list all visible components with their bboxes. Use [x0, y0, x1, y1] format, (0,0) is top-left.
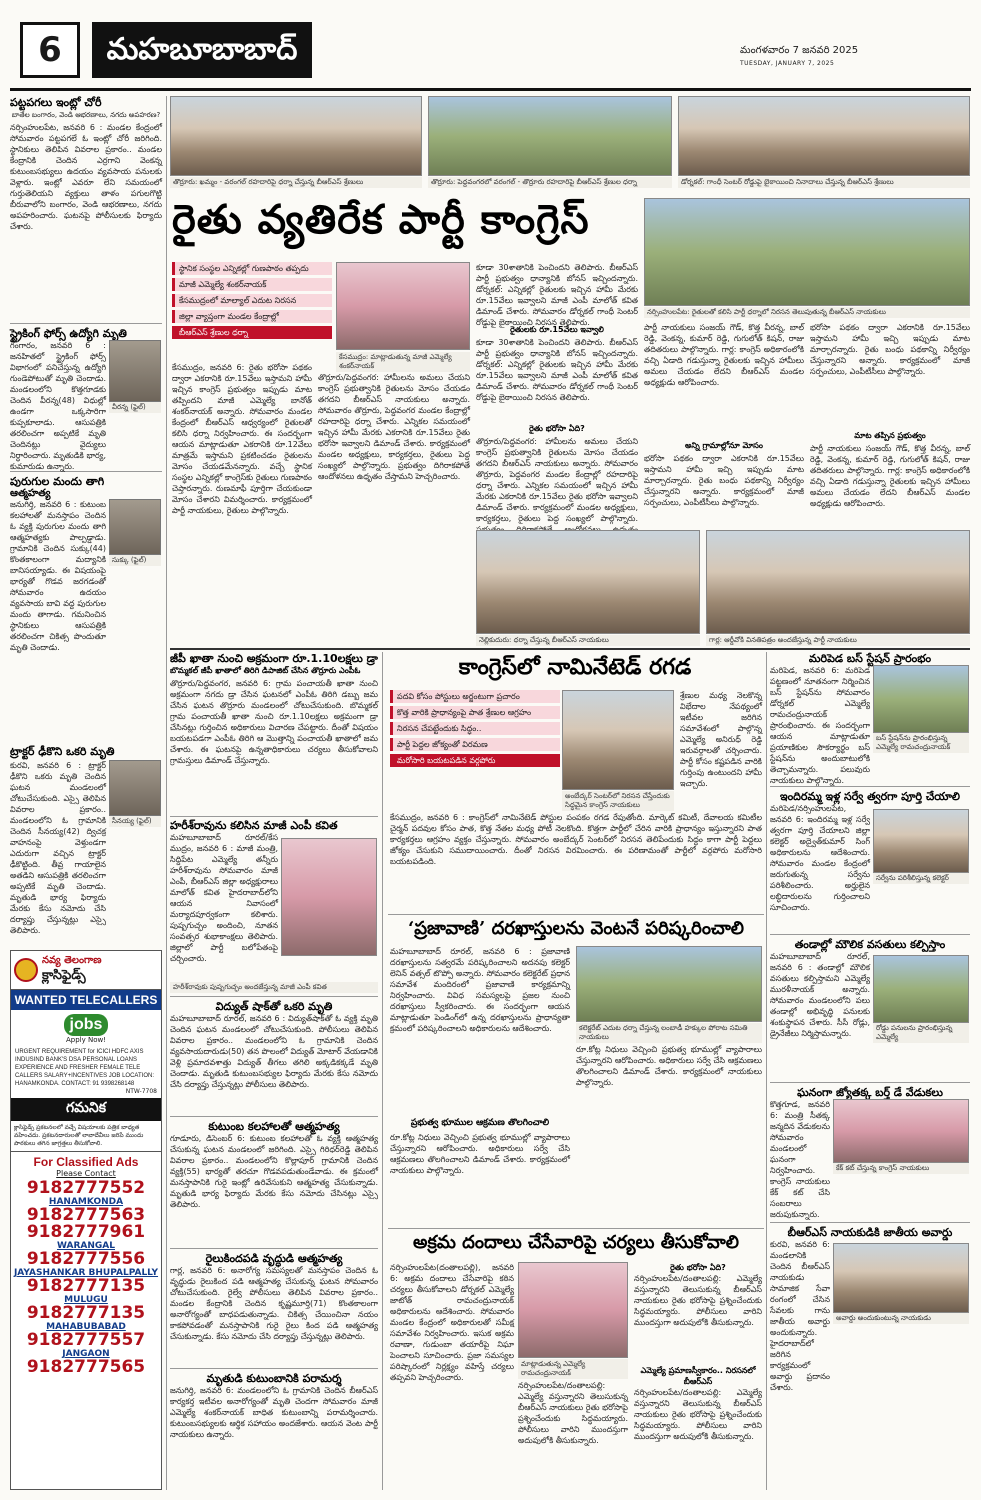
story-n-caption: అవార్డు అందుకుంటున్న నాయకుడు	[833, 1313, 969, 1324]
story2-body: గంగారం, జనవరి 6 : జనహితలో స్ట్రైకింగ్ ఫోర్స్ విభాగంలో పనిచేస్తున్న ఉద్యోగి గుండెపోటుతో మృతి చెందాడు. మండలంలోని కొత్తగూడకు చెందిన వీరన్న(48) విధుల్లో ఉండగా ఒక్కసారిగా కుప్పకూలాడు. ఆసుపత్రికి తరలించగా అప్పటికే మృతి చెందినట్లు వైద్యులు నిర్ధారించారు. మృతుడికి భార్య, కుమారుడు ఉన్నారు.	[10, 341, 106, 471]
story-m-body: కొత్తగూడ, జనవరి 6: మంత్రి సీతక్క జన్మదిన వేడుకలను సోమవారం మండలంలో ఘనంగా నిర్వహించారు. కాంగ్రెస్ నాయకులు కేక్ కట్ చేసి సంబరాలు జరుపుకున్నారు.	[770, 1100, 830, 1219]
lead-bullet: బీఆర్ఎస్ శ్రేణుల ధర్నా	[172, 326, 332, 339]
contact-city: MULUGU	[64, 1295, 108, 1305]
lead-subhead: రైతు భరోసా ఏది?	[529, 424, 585, 433]
story-l-caption: రోడ్డు పనులను ప్రారంభిస్తున్న ఎమ్మెల్యే	[873, 1023, 969, 1043]
story4	[10, 745, 162, 945]
story-d-body: గూడూరు, డిసెంబర్ 6: కుటుంబ కలహాలతో ఓ వ్యక్తి ఆత్మహత్య చేసుకున్న ఘటన మండలంలో జరిగింది. ఎస్సై గిరిధర్‌రెడ్డి తెలిపిన వివరాల ప్రకారం.. మండలంలోని కొల్లాపూర్ గ్రామానికి చెందిన వ్యక్తి(55) భార్యతో తరచూ గొడవపడుతుండేవాడు. ఈ క్రమంలో మనస్తాపానికి గురై ఇంట్లో ఉరివేసుకుని ఆత్మహత్య చేసుకున్నాడు. మృతుడి భార్య ఫిర్యాదు మేరకు కేసు నమోదు చేసినట్లు ఎస్సై తెలిపారు.	[170, 1134, 378, 1209]
story-e-headline: రైలుకిందపడి వృద్ధుడి ఆత్మహత్య	[205, 1252, 343, 1265]
logo-icon	[14, 958, 38, 982]
story2-photo	[109, 340, 161, 402]
right-column	[770, 652, 970, 1490]
contact-phone[interactable]: 9182777563	[26, 1205, 146, 1225]
notice-heading: గమనిక	[11, 1098, 161, 1121]
divider	[170, 1248, 378, 1249]
story-i-body: నర్సింహులపేట(దంతాలపల్లి), జనవరి 6: అక్రమ దందాలు చేసేవారిపై కఠిన చర్యలు తీసుకోవాలని డోర్నకల్ ఎమ్మెల్యే జాటోత్ రామచంద్రునాయక్ అధికారులను ఆదేశించారు. సోమవారం మండల కేంద్రంలో అధికారులతో సమీక్ష సమావేశం నిర్వహించారు. ఇసుక అక్రమ రవాణా, గుడుంబా తయారీపై నిఘా పెంచాలని సూచించారు. ప్రజా సమస్యల పరిష్కారంలో నిర్లక్ష్యం వహిస్తే చర్యలు తప్పవని హెచ్చరించారు.	[390, 1263, 514, 1382]
contact-phone[interactable]: 9182777565	[26, 1357, 146, 1377]
lead-bullet: స్థానిక సంస్థల ఎన్నికల్లో గుణపాఠం తప్పదు	[172, 262, 332, 275]
divider	[770, 1082, 970, 1083]
column-divider	[766, 652, 767, 1490]
story-c-body: మహబూబాబాద్ రూరల్, జనవరి 6 : విద్యుత్‌షాక్‌తో ఓ వ్యక్తి మృతి చెందిన ఘటన మండలంలో చోటుచేసుకుంది. పోలీసులు తెలిపిన వివరాల ప్రకారం.. మండలంలోని ఓ గ్రామానికి చెందిన వ్యవసాయదారుడు(50) తన పొలంలో విద్యుత్ మోటార్ వేయడానికి వెళ్లి ప్రమాదవశాత్తు విద్యుత్ తీగలు తగిలి అక్కడికక్కడే మృతి చెందాడు. మృతుడి కుటుంబసభ్యుల ఫిర్యాదు మేరకు కేసు నమోదు చేసి దర్యాప్తు చేస్తున్నట్లు పోలీసులు తెలిపారు.	[170, 1014, 378, 1089]
story-b-headline: హరీశ్‌రావును కలిసిన మాజీ ఎంపీ కవిత	[170, 819, 338, 832]
classified-heading: For Classified Ads	[33, 1155, 139, 1169]
story4-photo-caption: సీనయ్య (ఫైల్)	[109, 816, 161, 827]
divider	[388, 1228, 764, 1229]
photo-peddavangara-dharna	[428, 96, 672, 176]
photo-caption: గార్ల: ఆర్డీవోకి వినతిపత్రం అందజేస్తున్న పార్టీ నాయకులు	[706, 635, 970, 646]
section-divider	[170, 648, 970, 650]
contact-phone[interactable]: 9182777556	[26, 1249, 146, 1269]
story-c-headline: విద్యుత్ షాక్‌తో ఒకరి మృతి	[215, 1000, 333, 1013]
lead-bullet: జిల్లా వ్యాప్తంగా మండల కేంద్రాల్లో	[172, 310, 332, 323]
story-f-body: జనుగిర్తి, జనవరి 6: మండలంలోని ఓ గ్రామానికి చెందిన బీఆర్ఎస్ కార్యకర్త ఇటీవల అనారోగ్యంతో మృతి చెందగా సోమవారం మాజీ ఎమ్మెల్యే శంకర్‌నాయక్ బాధిత కుటుంబాన్ని పరామర్శించారు. కుటుంబసభ్యులకు ఆర్థిక సహాయం అందజేశారు. ఆయన వెంట పార్టీ నాయకులు ఉన్నారు.	[170, 1386, 378, 1439]
story-n-photo	[833, 1243, 969, 1313]
lead-photo-caption: కేసముద్రం: మాట్లాడుతున్న మాజీ ఎమ్మెల్యే శంకర్‌నాయక్	[336, 352, 470, 372]
story-g-photo	[562, 690, 674, 790]
story-i-body-side: నర్సింహులపేట/దంతాలపల్లి: ఎమ్మెల్యే వస్తున్నారని తెలుసుకున్న బీఆర్ఎస్ నాయకులు రైతు భరోసాపై ప్రశ్నించేందుకు సిద్ధమయ్యారు. పోలీసులు వారిని ముందస్తుగా అదుపులోకి తీసుకున్నారు.	[634, 1274, 762, 1327]
story-g-bullet: పదవి కోసం పోస్టులు అర్జంటుగా ప్రచారం	[390, 690, 560, 703]
story-m-caption: కేక్ కట్ చేస్తున్న కాంగ్రెస్ నాయకులు	[833, 1163, 969, 1174]
photo-nellikuduru	[476, 530, 700, 634]
page-number: 6	[20, 22, 80, 78]
ad-code: NTW-7708	[125, 1088, 157, 1095]
contact-phone[interactable]: 9182777135	[26, 1276, 146, 1296]
story4-body: కురవి, జనవరి 6 : ట్రాక్టర్ ఢీకొని ఒకరు మృతి చెందిన ఘటన మండలంలో చోటుచేసుకుంది. ఎస్సై తెలిపిన వివరాల ప్రకారం.. మండలంలోని ఓ గ్రామానికి చెందిన సీనయ్య(42) ద్విచక్ర వాహనంపై వెళ్తుండగా ఎదురుగా వచ్చిన ట్రాక్టర్ ఢీకొట్టింది. తీవ్ర గాయాలైన అతడిని ఆసుపత్రికి తరలించగా అప్పటికే మృతి చెందాడు. మృతుడి భార్య ఫిర్యాదు మేరకు కేసు నమోదు చేసి దర్యాప్తు చేస్తున్నట్లు ఎస్సై తెలిపారు.	[10, 761, 106, 935]
story-h-body2: రూ.కోట్ల నిధులు వెచ్చించి ప్రభుత్వ భూముల్లో వ్యాపారాలు చేస్తున్నారని ఆరోపించారు. అధికారులు సర్వే చేసి ఆక్రమణలు తొలగించాలని డిమాండ్ చేశారు. కార్యక్రమంలో నాయకులు పాల్గొన్నారు.	[576, 1045, 762, 1087]
top-photo-strip	[170, 96, 970, 192]
photo-caption: డోర్నకల్: గాంధీ సెంటర్ రోడ్డుపై బైఠాయించి నినాదాలు చేస్తున్న బీఆర్ఎస్ శ్రేణులు	[678, 177, 970, 188]
contact-city: JAYASHANKAR BHUPALPALLY	[13, 1268, 159, 1278]
divider	[770, 786, 970, 787]
lead-bullet: మాజీ ఎమ్మెల్యే శంకర్‌నాయక్	[172, 278, 332, 291]
story-g-bullet: కొత్త వారికి ప్రాధాన్యంపై పాత శ్రేణుల ఆగ్రహం	[390, 706, 560, 719]
story1-body: నర్సింహులపేట, జనవరి 6 : మండల కేంద్రంలో సోమవారం పట్టపగలే ఓ ఇంట్లో చోరీ జరిగింది. స్థానికులు తెలిపిన వివరాల ప్రకారం.. మండల కేంద్రానికి చెందిన ఎర్రగాని వెంకన్న కుటుంబసభ్యులు ఉదయం వ్యవసాయ పనులకు వెళ్లారు. ఇంట్లో ఎవరూ లేని సమయంలో గుర్తుతెలియని వ్యక్తులు తాళం పగులగొట్టి బీరువాలోని బంగారం, వెండి ఆభరణాలు, నగదు అపహరించారు. ఘటనపై పోలీసులకు ఫిర్యాదు చేశారు.	[10, 123, 162, 231]
contact-phone[interactable]: 9182777557	[26, 1330, 146, 1350]
story-h-caption: కలెక్టరేట్ ఎదుట ధర్నా చేస్తున్న లంబాడీ హక్కుల పోరాట సమితి నాయకులు	[576, 1023, 762, 1043]
story-g-body: కేసముద్రం, జనవరి 6 : కాంగ్రెస్‌లో నామినేటెడ్ పోస్టుల పంపకం రగడ రేపుతోంది. మార్కెట్ కమిటీ, దేవాలయ కమిటీల చైర్మన్ పదవుల కోసం పాత, కొత్త నేతల మధ్య పోటీ నెలకొంది. కొత్తగా పార్టీలో చేరిన వారికి ప్రాధాన్యం ఇస్తున్నారని పాత కార్యకర్తలు ఆగ్రహం వ్యక్తం చేస్తున్నారు. సోమవారం అంబేద్కర్ సెంటర్‌లో నిరసన తెలిపేందుకు సిద్ధం కాగా పార్టీ పెద్దలు జోక్యం చేసుకుని సముదాయించారు. దీంతో నిరసన విరమించారు. ఈ పరిణామంతో పార్టీలో వర్గపోరు మరోసారి బయటపడింది.	[390, 813, 762, 866]
lead-body-col3c: తొర్రూరు/పెద్దవంగర: హామీలను అమలు చేయని కాంగ్రెస్ ప్రభుత్వానికి రైతులను మోసం చేయడం తగదని బీఆర్ఎస్ నాయకులు అన్నారు. సోమవారం తొర్రూరు, పెద్దవంగర మండల కేంద్రాల్లో రహదారిపై ధర్నా చేశారు. ఎన్నికల సమయంలో ఇచ్చిన హామీ మేరకు ఎకరానికి రూ.15వేలు రైతు భరోసా ఇవ్వాలని డిమాండ్ చేశారు. కార్యక్రమంలో మండల అధ్యక్షులు, కార్యకర్తలు, రైతులు పెద్ద సంఖ్యలో పాల్గొన్నారు.	[476, 437, 638, 523]
story-g-body-right: శ్రేణుల మధ్య నెలకొన్న విభేదాల నేపథ్యంలో ఇటీవల జరిగిన సమావేశంలో పాల్గొన్న ఎమ్మెల్యే అనిరుధ్ రెడ్డి ఇరువర్గాలతో చర్చించారు. పార్టీ కోసం కష్టపడిన వారికి గుర్తింపు ఉంటుందని హామీ ఇచ్చారు.	[680, 691, 762, 788]
story-g-bullet: పార్టీ పెద్దల జోక్యంతో విరమణ	[390, 738, 560, 751]
story-m-photo	[833, 1099, 969, 1163]
contact-city: JANGAON	[62, 1349, 110, 1359]
photo-caption: నెల్లికుదురు: ధర్నా చేస్తున్న బీఆర్ఎస్ నాయకులు	[476, 635, 700, 646]
masthead	[0, 0, 981, 92]
contact-phone[interactable]: 9182777552	[26, 1178, 146, 1198]
lead-photo-right	[644, 198, 970, 306]
story3-photo	[109, 499, 161, 555]
photo-torrur-dharna	[170, 96, 422, 176]
story2-photo-caption: వీరన్న (ఫైల్)	[109, 402, 161, 413]
story-i-subhead: ఎమ్మెల్యే ప్రమాణస్వీకారం.. నిరసనలో బీఆర్ఎస్	[640, 1366, 756, 1386]
story-b-photo	[281, 838, 377, 956]
story-i-headline: అక్రమ దందాలు చేసేవారిపై చర్యలు తీసుకోవాలి	[413, 1232, 739, 1253]
story-i-subhead: రైతు భరోసా ఏది?	[670, 1263, 726, 1272]
date-telugu: మంగళవారం 7 జనవరి 2025	[740, 45, 859, 56]
story-n-headline: బీఆర్ఎస్ నాయకుడికి జాతీయ అవార్డు	[787, 1226, 953, 1239]
story-g-bullet: నిరసన చేపట్టేందుకు సిద్ధం..	[390, 722, 560, 735]
contact-label: Please Contact	[56, 1169, 116, 1178]
story-h-body3: రూ.కోట్ల నిధులు వెచ్చించి ప్రభుత్వ భూముల్లో వ్యాపారాలు చేస్తున్నారని ఆరోపించారు. అధికారులు సర్వే చేసి ఆక్రమణలు తొలగించాలని డిమాండ్ చేశారు. కార్యక్రమంలో నాయకులు పాల్గొన్నారు.	[390, 1133, 570, 1175]
contact-list	[11, 1178, 161, 1378]
story-d-headline: కుటుంబ కలహాలతో ఆత్మహత్య	[208, 1120, 340, 1133]
lead-body-col3: కూడా 30శాతానికి పెంచిందని తెలిపారు. బీఆర్ఎస్ పార్టీ ప్రభుత్వం ధాన్యానికి బోనస్ ఇచ్చిందన్నారు. డోర్నకల్: ఎన్నికల్లో రైతులకు ఇచ్చిన హామీ మేరకు రూ.15వేలు ఇవ్వాలని మాజీ ఎంపీ మాలోత్ కవిత డిమాండ్ చేశారు. సోమవారం డోర్నకల్ గాంధీ సెంటర్ రోడ్డుపై బైఠాయించి నిరసన తెలిపారు.	[476, 263, 638, 327]
divider	[770, 934, 970, 935]
lead-photo-right-caption: నర్సింహులపేట: రైతులతో కలిసి పార్టీ ధర్నాలో నిరసన తెలుపుతున్న బీఆర్ఎస్ నాయకులు	[644, 307, 970, 318]
story-b-body: మహబూబాబాద్ రూరల్/కేస ముద్రం, జనవరి 6 : మాజీ మంత్రి, సిద్దిపేట ఎమ్మెల్యే తన్నీరు హరీశ్‌రావును సోమవారం మాజీ ఎంపీ, బీఆర్ఎస్ జిల్లా అధ్యక్షురాలు మాలోత్ కవిత హైదరాబాద్‌లోని ఆయన నివాసంలో మర్యాదపూర్వకంగా కలిశారు. పుష్పగుచ్ఛం అందించి, నూతన సంవత్సర శుభాకాంక్షలు తెలిపారు. జిల్లాలో పార్టీ బలోపేతంపై చర్చించారు.	[170, 833, 278, 963]
story-j-caption: బస్ స్టేషన్‌ను ప్రారంభిస్తున్న ఎమ్మెల్యే రామచంద్రునాయక్	[873, 733, 969, 753]
lead-col3	[476, 262, 638, 526]
job-details: URGENT REQUIREMENT for ICICI HDFC AXIS INDUSIND BANK'S DSA PERSONAL LOANS EXPERIENCE AND FRESHER FEMALE TELE CALLERS SALARY+INCENTIVES JOB LOCATION: HANAMKONDA. CONTACT: 91 9398268148	[15, 1049, 154, 1087]
story-h-photo	[576, 946, 762, 1022]
mid-column	[170, 652, 378, 1490]
story-j-headline: మరిపెడ బస్ స్టేషన్ ప్రారంభం	[808, 652, 932, 665]
divider	[170, 816, 378, 817]
divider	[170, 996, 378, 997]
story-g-bullet: మరోసారి బయటపడిన వర్గపోరు	[390, 754, 560, 767]
story1-subhead: బాతేల బంగారం, వెండి ఆభరణాలు, నగదు అపహరణ?	[11, 111, 161, 119]
story-k-body: మరిపెడ/నర్సింహులపేట, జనవరి 6: ఇందిరమ్మ ఇళ్ల సర్వే త్వరగా పూర్తి చేయాలని జిల్లా కలెక్టర్ అద్వైత్‌కుమార్ సింగ్ అధికారులను ఆదేశించారు. సోమవారం మండల కేంద్రంలో జరుగుతున్న సర్వేను పరిశీలించారు. అర్హులైన లబ్ధిదారులను గుర్తించాలని సూచించారు.	[770, 804, 870, 912]
contact-city: MAHABUBABAD	[46, 1322, 126, 1332]
column-divider	[382, 652, 383, 1490]
photo-caption: తొర్రూరు: పెద్దవంగరలో వరంగల్ - తొర్రూరు రహదారిపై బీఆర్ఎస్ శ్రేణుల ధర్నా	[428, 177, 672, 188]
story2-headline: స్ట్రైకింగ్ ఫోర్స్ ఉద్యోగి మృతి	[10, 327, 127, 340]
contact-phone[interactable]: 9182777135	[26, 1303, 146, 1323]
story-h-headline: ‘ప్రజావాణి’ దరఖాస్తులను వెంటనే పరిష్కరించాలి	[407, 918, 745, 939]
story-a-headline: జీపీ ఖాతా నుంచి అక్రమంగా రూ.1.10లక్షలు డ్రా	[170, 652, 378, 665]
photo-garla	[706, 530, 970, 634]
lead-body-col1: కేసముద్రం, జనవరి 6: రైతు భరోసా పథకం ద్వారా ఎకరానికి రూ.15వేలు ఇస్తామని హామీ ఇచ్చిన కాంగ్రెస్ ప్రభుత్వం ఇప్పుడు మాట తప్పిందని మాజీ ఎమ్మెల్యే బానోత్ శంకర్‌నాయక్ అన్నారు. సోమవారం మండల కేంద్రంలో బీఆర్ఎస్ ఆధ్వర్యంలో రైతులతో కలిసి ధర్నా నిర్వహించారు. ఈ సందర్భంగా ఆయన మాట్లాడుతూ ఎకరానికి రూ.12వేలు మాత్రమే ఇస్తామని ప్రకటించడం రైతులను మోసం చేయడమేనన్నారు. వచ్చే స్థానిక సంస్థల ఎన్నికల్లో కాంగ్రెస్‌కు రైతులు గుణపాఠం చెప్తారన్నారు. రుణమాఫీ పూర్తిగా చేయకుండా మోసం చేశారని విమర్శించారు. కార్యక్రమంలో పార్టీ నాయకులు, రైతులు పాల్గొన్నారు.	[172, 363, 312, 515]
story-i-side	[634, 1262, 762, 1488]
story3-subhead: ఆత్మహత్య	[10, 488, 51, 499]
lead-body-col2: తొర్రూరు/పెద్దవంగర: హామీలను అమలు చేయని కాంగ్రెస్ ప్రభుత్వానికి రైతులను మోసం చేయడం తగదని బీఆర్ఎస్ నాయకులు అన్నారు. సోమవారం తొర్రూరు, పెద్దవంగర మండల కేంద్రాల్లో రహదారిపై ధర్నా చేశారు. ఎన్నికల సమయంలో ఇచ్చిన హామీ మేరకు ఎకరానికి రూ.15వేలు రైతు భరోసా ఇవ్వాలని డిమాండ్ చేశారు. కార్యక్రమంలో మండల అధ్యక్షులు, కార్యకర్తలు, రైతులు పెద్ద సంఖ్యలో పాల్గొన్నారు. ప్రభుత్వం దిగిరాకపోతే ఆందోళనలు ఉధృతం చేస్తామని హెచ్చరించారు.	[318, 373, 470, 481]
notice-body: క్లాసిఫైడ్స్ ప్రకటనలలో వచ్చే విషయాలకు పత్రిక బాధ్యత వహించదు. ప్రకటనదారులతో లావాదేవీలు జరిపే ముందు పాఠకులు తగిన జాగ్రత్తలు తీసుకోవాలి.	[14, 1124, 144, 1147]
story-l-body: మహబూబాబాద్ రూరల్, జనవరి 6 : తండాల్లో మౌలిక వసతులు కల్పిస్తామని ఎమ్మెల్యే మురళీనాయక్ అన్నారు. సోమవారం మండలంలోని పలు తండాల్లో అభివృద్ధి పనులకు శంకుస్థాపన చేశారు. సీసీ రోడ్లు, డ్రైనేజీలు నిర్మిస్తామన్నారు.	[770, 952, 870, 1038]
story-i-photo	[518, 1262, 628, 1358]
lead-body-col5: భరోసా పథకం ద్వారా ఎకరానికి రూ.15వేలు ఇస్తామని హామీ ఇచ్చి ఇప్పుడు మాట మార్చారన్నారు. రైతు బంధు పథకాన్ని నిర్వీర్యం చేస్తున్నారని అన్నారు. కార్యక్రమంలో మాజీ సర్పంచులు, ఎంపీటీసీలు పాల్గొన్నారు.	[810, 323, 970, 376]
story-a-body: తొర్రూరు/పెద్దవంగర, జనవరి 6: గ్రామ పంచాయతీ ఖాతా నుంచి అక్రమంగా నగదు డ్రా చేసిన ఘటనలో ఎంపీఓ తిరిగి డబ్బు జమ చేసిన ఘటన తొర్రూరు మండలంలో చోటుచేసుకుంది. బొమ్మకల్ గ్రామ పంచాయతీ ఖాతా నుంచి రూ.1.10లక్షలు అక్రమంగా డ్రా చేసినట్లు గుర్తించిన అధికారులు విచారణ చేపట్టారు. దీంతో విషయం బయటపడగా ఎంపీఓ తిరిగి ఆ మొత్తాన్ని పంచాయతీ ఖాతాలో జమ చేశారు. ఈ ఘటనపై ఉన్నతాధికారులు చర్యలు తీసుకోవాలని గ్రామస్తులు డిమాండ్ చేస్తున్నారు.	[170, 679, 378, 765]
story-g-bullets	[390, 690, 560, 800]
story-k-caption: సర్వేను పరిశీలిస్తున్న కలెక్టర్	[873, 873, 969, 884]
lead-col5	[810, 322, 970, 532]
lead-subhead: అన్ని గ్రామాల్లోనూ మోసం	[685, 441, 763, 450]
dateline	[740, 44, 970, 67]
masthead-rule	[10, 88, 971, 91]
edition-title: మహబూబాబాద్	[92, 22, 312, 78]
apply-now: Apply Now!	[65, 1036, 107, 1044]
story-a-subhead: బొమ్మకల్ జీపీ ఖాతాలో తిరిగి డిపాజిట్ చేసిన తొర్రూరు ఎంపీఓ	[170, 666, 361, 675]
story3-body: జనుగిర్తి, జనవరి 6 : కుటుంబ కలహాలతో మనస్తాపం చెందిన ఓ వ్యక్తి పురుగుల మందు తాగి ఆత్మహత్యకు పాల్పడ్డాడు. గ్రామానికి చెందిన సుక్కు(44) కొంతకాలంగా మద్యానికి బానిసయ్యాడు. ఈ విషయంపై భార్యతో గొడవ జరగడంతో సోమవారం ఉదయం వ్యవసాయ బావి వద్ద పురుగుల మందు తాగాడు. గమనించిన స్థానికులు ఆసుపత్రికి తరలించగా చికిత్స పొందుతూ మృతి చెందాడు.	[10, 500, 106, 652]
story-b-caption: హరీశ్‌రావుకు పుష్పగుచ్ఛం అందజేస్తున్న మాజీ ఎంపీ కవిత	[170, 982, 378, 993]
contact-city: WARANGAL	[56, 1241, 115, 1251]
lead-body-col5b: పార్టీ నాయకులు సంజయ్ గౌడ్, కొత్త వీరన్న, బాల్ రెడ్డి, వెంకన్న, కుమార్ రెడ్డి, గుగులోత్ కిషన్, రాజు తదితరులు పాల్గొన్నారు. గార్ల: కాంగ్రెస్ అధికారంలోకి వచ్చి ఏడాది గడుస్తున్నా రైతులకు ఇచ్చిన హామీలు అమలు చేయడం లేదని బీఆర్ఎస్ మండల అధ్యక్షుడు ఆరోపించారు.	[810, 444, 970, 508]
lead-body-col4: పార్టీ నాయకులు సంజయ్ గౌడ్, కొత్త వీరన్న, బాల్ రెడ్డి, వెంకన్న, కుమార్ రెడ్డి, గుగులోత్ కిషన్, రాజు తదితరులు పాల్గొన్నారు. గార్ల: కాంగ్రెస్ అధికారంలోకి వచ్చి ఏడాది గడుస్తున్నా రైతులకు ఇచ్చిన హామీలు అమలు చేయడం లేదని బీఆర్ఎస్ మండల అధ్యక్షుడు ఆరోపించారు.	[644, 323, 804, 387]
column-divider	[166, 96, 167, 1490]
story-k-headline: ఇందిరమ్మ ఇళ్ల సర్వే త్వరగా పూర్తి చేయాలి	[780, 790, 960, 803]
divider	[770, 1222, 970, 1223]
ad-section: క్లాసిఫైడ్స్	[42, 968, 86, 983]
story-l-photo	[873, 955, 969, 1023]
lead-bullet: కేసముద్రంలో మాల్యాల్ ఎదుట నిరసన	[172, 294, 332, 307]
divider	[170, 1368, 378, 1369]
story-h-subhead: ప్రభుత్వ భూముల ఆక్రమణ తొలగించాలి	[410, 1118, 550, 1128]
story3-headline: పురుగుల మందు తాగి	[10, 475, 105, 488]
story-j-body: మరిపెడ, జనవరి 6: మరిపెడ పట్టణంలో నూతనంగా నిర్మించిన బస్ స్టేషన్‌ను సోమవారం డోర్నకల్ ఎమ్మెల్యే రామచంద్రునాయక్ ప్రారంభించారు. ఈ సందర్భంగా ఆయన మాట్లాడుతూ ప్రయాణికుల సౌకర్యార్థం బస్ స్టేషన్‌ను అందుబాటులోకి తెచ్చామన్నారు. పలువురు నాయకులు పాల్గొన్నారు.	[770, 666, 870, 785]
story-l-headline: తండాల్లో మౌలిక వసతులు కల్పిస్తాం	[794, 938, 946, 951]
photo-caption: తొర్రూరు: ఖమ్మం - వరంగల్ రహదారిపై ధర్నా చేస్తున్న బీఆర్ఎస్ శ్రేణులు	[170, 177, 422, 188]
story-e-body: గార్ల, జనవరి 6: అనారోగ్య సమస్యలతో మనస్తాపం చెందిన ఓ వృద్ధుడు రైలుకింద పడి ఆత్మహత్య చేసుకున్న ఘటన సోమవారం చోటుచేసుకుంది. రైల్వే పోలీసులు తెలిపిన వివరాల ప్రకారం.. మండల కేంద్రానికి చెందిన కృష్ణమూర్తి(71) కొంతకాలంగా అనారోగ్యంతో బాధపడుతున్నాడు. చికిత్స చేయించినా నయం కాకపోవడంతో మనస్తాపానికి గురై రైలు కింద పడి ఆత్మహత్య చేసుకున్నాడు. కేసు నమోదు చేసి దర్యాప్తు చేస్తున్నట్లు తెలిపారు.	[170, 1266, 378, 1341]
photo-dornakal-dharna	[678, 96, 970, 176]
lead-body-col4b: భరోసా పథకం ద్వారా ఎకరానికి రూ.15వేలు ఇస్తామని హామీ ఇచ్చి ఇప్పుడు మాట మార్చారన్నారు. రైతు బంధు పథకాన్ని నిర్వీర్యం చేస్తున్నారని అన్నారు. కార్యక్రమంలో మాజీ సర్పంచులు, ఎంపీటీసీలు పాల్గొన్నారు.	[644, 454, 804, 507]
story4-photo	[109, 760, 161, 816]
lead-photo	[336, 262, 470, 350]
contact-phone[interactable]: 9182777961	[26, 1222, 146, 1242]
jobs-logo: jobs	[64, 1014, 109, 1036]
story-g-photo-caption: అంబేద్కర్ సెంటర్‌లో నిరసన చేస్తేందుకు సిద్ధమైన కాంగ్రెస్ నాయకులు	[562, 791, 674, 811]
story-g-headline: కాంగ్రెస్‌లో నామినేటెడ్ రగడ	[458, 654, 692, 680]
story3-photo-caption: సుక్కు (ఫైల్)	[109, 555, 161, 566]
story-k-photo	[873, 809, 969, 873]
divider	[388, 914, 764, 915]
left-column	[10, 96, 162, 696]
ad-brand: నవ్య తెలంగాణ	[42, 955, 102, 966]
story-i-body-side2: నర్సింహులపేట/దంతాలపల్లి: ఎమ్మెల్యే వస్తున్నారని తెలుసుకున్న బీఆర్ఎస్ నాయకులు రైతు భరోసాపై ప్రశ్నించేందుకు సిద్ధమయ్యారు. పోలీసులు వారిని ముందస్తుగా అదుపులోకి తీసుకున్నారు.	[634, 1388, 762, 1441]
contact-city: HANAMKONDA	[48, 1197, 124, 1207]
lead-subhead: రైతులకు రూ.15వేలు ఇవ్వాలి	[510, 325, 604, 334]
lead-col4	[644, 322, 804, 532]
story1-headline: పట్టపగలు ఇంట్లో చోరీ	[10, 96, 102, 109]
story-i-body-under: నర్సింహులపేట/దంతాలపల్లి: ఎమ్మెల్యే వస్తున్నారని తెలుసుకున్న బీఆర్ఎస్ నాయకులు రైతు భరోసాపై ప్రశ్నించేందుకు సిద్ధమయ్యారు. పోలీసులు వారిని ముందస్తుగా అదుపులోకి తీసుకున్నారు.	[518, 1381, 628, 1445]
story-h-body: మహబూబాబాద్ రూరల్, జనవరి 6 : ప్రజావాణి దరఖాస్తులను సత్వరమే పరిష్కరించాలని అదనపు కలెక్టర్ లెనిన్ వత్సల్ టొప్పో అన్నారు. సోమవారం కలెక్టరేట్ ప్రధాన సమావేశ మందిరంలో ప్రజావాణి కార్యక్రమాన్ని నిర్వహించారు. వివిధ సమస్యలపై ప్రజల నుంచి దరఖాస్తులు స్వీకరించారు. ఈ సందర్భంగా ఆయన మాట్లాడుతూ పెండింగ్‌లో ఉన్న దరఖాస్తులను ప్రాధాన్యతా క్రమంలో పరిష్కరించాలని అధికారులను ఆదేశించారు.	[390, 947, 570, 1033]
story-m-headline: ఘనంగా జ్యోతక్క బర్త్ డే వేడుకలు	[797, 1086, 943, 1099]
date-english: TUESDAY, JANUARY 7, 2025	[740, 60, 835, 67]
story-f-headline: మృతుడి కుటుంబానికి పరామర్శ	[206, 1372, 342, 1385]
lead-headline: రైతు వ్యతిరేక పార్టీ కాంగ్రెస్	[172, 196, 590, 243]
story-j-photo	[873, 665, 969, 733]
lead-bullets	[172, 262, 332, 357]
divider	[10, 323, 162, 324]
story4-headline: ట్రాక్టర్ ఢీకొని ఒకరి మృతి	[10, 745, 115, 758]
classified-ad	[10, 950, 162, 1490]
story-i-caption: మాట్లాడుతున్న ఎమ్మెల్యే రామచంద్రునాయక్	[518, 1359, 628, 1379]
wanted-banner: WANTED TELECALLERS	[11, 990, 161, 1010]
lead-subhead: మాట తప్పిన ప్రభుత్వం	[854, 431, 926, 440]
story-n-body: కురవి, జనవరి 6: మండలానికి చెందిన బీఆర్ఎస్ నాయకుడు సామాజిక సేవా రంగంలో చేసిన సేవలకు గాను జాతీయ అవార్డు అందుకున్నారు. హైదరాబాద్‌లో జరిగిన కార్యక్రమంలో అవార్డు ప్రదానం చేశారు.	[770, 1240, 830, 1392]
divider	[170, 1116, 378, 1117]
lead-body-col3b: కూడా 30శాతానికి పెంచిందని తెలిపారు. బీఆర్ఎస్ పార్టీ ప్రభుత్వం ధాన్యానికి బోనస్ ఇచ్చిందన్నారు. డోర్నకల్: ఎన్నికల్లో రైతులకు ఇచ్చిన హామీ మేరకు రూ.15వేలు ఇవ్వాలని మాజీ ఎంపీ మాలోత్ కవిత డిమాండ్ చేశారు. సోమవారం డోర్నకల్ గాంధీ సెంటర్ రోడ్డుపై బైఠాయించి నిరసన తెలిపారు.	[476, 338, 638, 402]
